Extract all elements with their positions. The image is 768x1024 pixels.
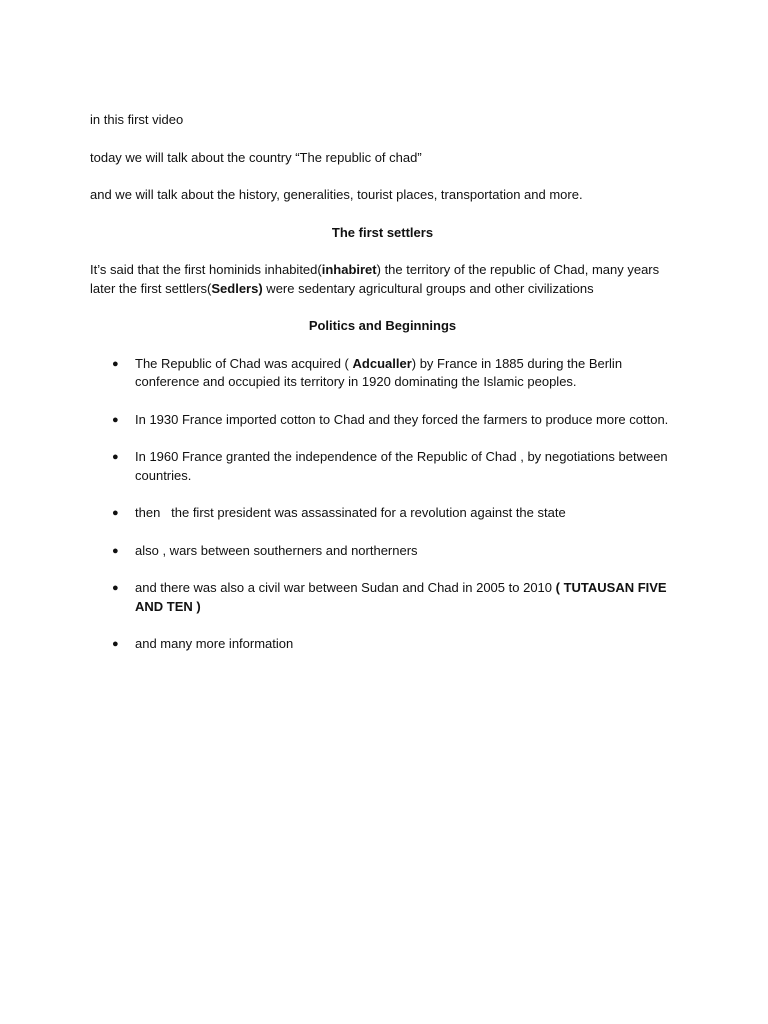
heading-politics: Politics and Beginnings xyxy=(308,318,457,333)
settlers-text-3: were sedentary agricultural groups and other civilizations xyxy=(262,280,594,296)
bullet-icon: ● xyxy=(112,413,119,426)
settlers-paragraph xyxy=(90,261,675,298)
list-item xyxy=(90,355,675,392)
bullet-icon: ● xyxy=(112,357,119,370)
list-item-text: also , wars between southerners and northerners xyxy=(135,542,418,558)
list-item-text: then the first president was assassinated for a revolution against the state xyxy=(135,505,566,520)
settlers-bold-1: inhabiret xyxy=(321,262,377,277)
settlers-text-2: ) the territory of the republic of Chad, many years later the first settlers( xyxy=(90,262,660,296)
list-item-text: ) by France in 1885 during the Berlin conference and occupied its territory in 1920 dominating the Islamic peoples. xyxy=(135,355,623,389)
list-item-text: The Republic of Chad was acquired ( xyxy=(135,355,353,371)
intro-line-2: today we will talk about the country “The republic of chad” xyxy=(90,149,422,165)
bullet-icon: ● xyxy=(112,451,119,463)
list-item xyxy=(90,635,675,654)
document-page xyxy=(90,111,675,673)
list-item xyxy=(90,542,675,561)
list-item xyxy=(90,504,675,523)
politics-list xyxy=(90,355,675,654)
list-item xyxy=(90,411,675,430)
list-item-text: In 1930 France imported cotton to Chad and they forced the farmers to produce more cotton. xyxy=(135,411,669,427)
intro-line-1: in this first video xyxy=(90,112,184,127)
list-item-bold: Adcualler xyxy=(352,355,412,371)
intro-line-3: and we will talk about the history, generalities, tourist places, transportation and more. xyxy=(90,187,583,202)
list-item xyxy=(90,579,675,616)
list-item-bold: ( TUTAUSAN FIVE AND TEN ) xyxy=(135,580,667,614)
list-item-text: In 1960 France granted the independence of the Republic of Chad , by negotiations between countries. xyxy=(135,449,668,483)
bullet-icon: ● xyxy=(112,638,119,650)
bullet-icon: ● xyxy=(112,582,119,594)
settlers-bold-2: Sedlers) xyxy=(211,280,263,296)
settlers-text-1: It’s said that the first hominids inhabited( xyxy=(90,262,322,277)
bullet-icon: ● xyxy=(112,544,119,557)
heading-first-settlers: The first settlers xyxy=(331,224,434,240)
list-item-text: and many more information xyxy=(135,636,294,651)
list-item xyxy=(90,448,675,485)
list-item-text: and there was also a civil war between Sudan and Chad in 2005 to 2010 xyxy=(135,580,556,595)
bullet-icon: ● xyxy=(112,507,119,519)
